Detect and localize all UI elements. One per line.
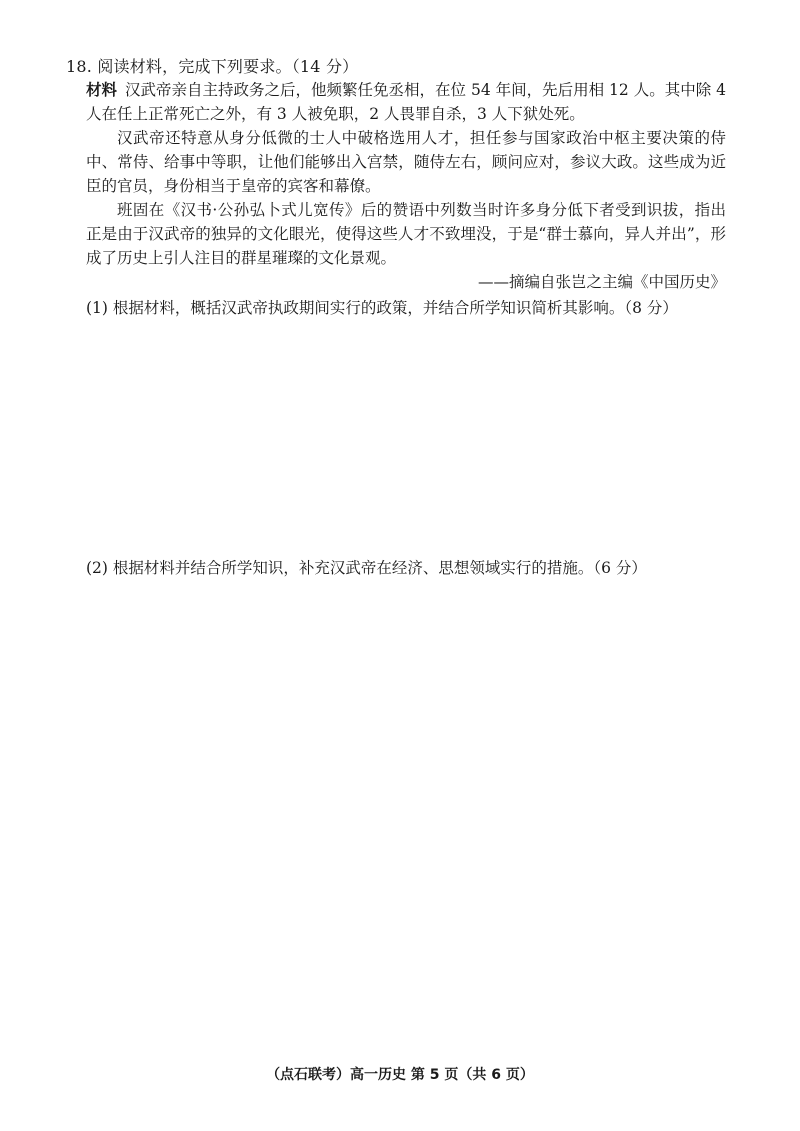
material-paragraph-1 — [86, 78, 726, 126]
material-paragraph-2: 汉武帝还特意从身分低微的士人中破格选用人才，担任参与国家政治中枢主要决策的侍中、常侍、给事中等职，让他们能够出入宫禁，随侍左右，顾问应对，参议大政。这些成为近臣的官员，身份相当于皇帝的宾客和幕僚。 — [86, 129, 726, 195]
material-label: 材料 — [86, 81, 118, 99]
subquestion-2: (2) 根据材料并结合所学知识，补充汉武帝在经济、思想领域实行的措施。（6 分） — [86, 559, 647, 577]
page-footer: （点石联考）高一历史 第 5 页（共 6 页） — [266, 1067, 534, 1083]
material-block — [86, 78, 726, 270]
answer-area-2[interactable] — [86, 582, 726, 1042]
material-paragraph-3: 班固在《汉书·公孙弘卜式儿宽传》后的赞语中列数当时许多身分低下者受到识拔，指出正是由于汉武帝的独异的文化眼光，使得这些人才不致埋没，于是“群士慕向，异人并出”，形成了历史上引人注目的群星璀璨的文化景观。 — [86, 201, 726, 267]
answer-area-1[interactable] — [86, 322, 726, 542]
question-title: 18. 阅读材料，完成下列要求。（14 分） — [66, 57, 359, 76]
material-source: ——摘编自张岂之主编《中国历史》 — [477, 273, 726, 291]
subquestion-1: (1) 根据材料，概括汉武帝执政期间实行的政策，并结合所学知识简析其影响。（8 分） — [86, 299, 678, 317]
material-text-1: 汉武帝亲自主持政务之后，他频繁任免丞相，在位 54 年间，先后用相 12 人。其中除 4 人在任上正常死亡之外，有 3 人被免职，2 人畏罪自杀，3 人下狱处死。 — [86, 81, 726, 123]
